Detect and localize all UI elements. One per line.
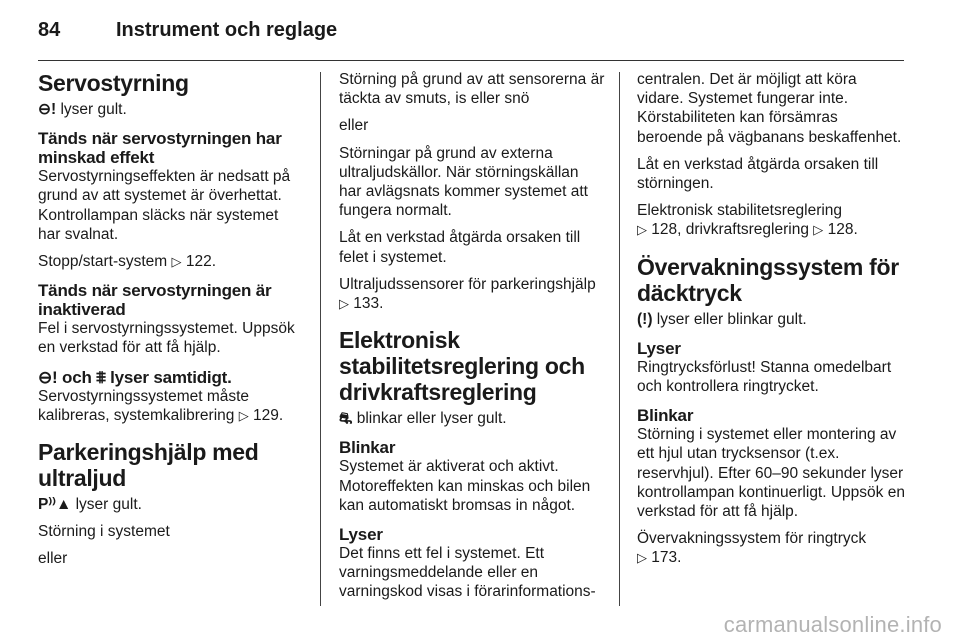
servo-status-line: ⊖! lyser gult. <box>38 101 127 118</box>
page-number: 84 <box>38 19 61 41</box>
text-blink: Störning i systemet eller montering av ett hjul utan trycksensor (t.ex. reservhjul). Efter 60–90 sekunder lyser kontrollampan kontinuerligt. Uppsök en verkstad för att få hjälp. <box>637 426 905 521</box>
heading-reduced-effect: Tänds när servostyrningen har minskad effekt <box>38 129 282 168</box>
park-status-line: P⁾⁾▲ lyser gult. <box>38 496 142 514</box>
page-ref-arrow-icon: ▷ <box>339 296 349 312</box>
text-continuation: centralen. Det är möjligt att köra vidare. Systemet fungerar inte. Körstabiliteten kan försämras beroende på vägbanans beskaffenhet. <box>637 71 902 146</box>
heading-servostyrning: Servostyrning <box>38 70 189 96</box>
page-ref-arrow-icon: ▷ <box>637 550 647 566</box>
page-header <box>38 19 918 49</box>
power-steering-warning-icon: ⊖! <box>38 367 58 387</box>
text-sensors: Störning på grund av att sensorerna är täckta av smuts, is eller snö <box>339 71 605 108</box>
heading-lights: Lyser <box>637 338 681 358</box>
header-rule <box>38 60 904 61</box>
esp-status-line: ⛐ blinkar eller lyser gult. <box>339 410 507 428</box>
page-ref-arrow-icon: ▷ <box>238 407 249 423</box>
page-ref-arrow-icon: ▷ <box>637 222 647 238</box>
heading-tpms: Övervakningssystem för däcktryck <box>637 253 899 306</box>
heading-blink: Blinkar <box>637 406 694 426</box>
text-blink: Systemet är aktiverat och aktivt. Motoreffekten kan minskas och bilen kan automatiskt bromsas in något. <box>339 458 591 514</box>
heading-parking-assist: Parkeringshjälp med ultraljud <box>38 439 259 492</box>
text-simultaneous: Servostyrningssystemet måste kalibreras, systemkalibrering ▷ 129. <box>38 387 284 424</box>
page-ref-arrow-icon: ▷ <box>813 222 824 238</box>
esp-warning-icon: ⩨ <box>96 367 106 387</box>
tpms-status-line: (!) lyser eller blinkar gult. <box>637 310 807 328</box>
text-or: eller <box>339 117 369 135</box>
ref-stopstart: Stopp/start-system ▷ 122. <box>38 253 217 271</box>
watermark: carmanualsonline.info <box>723 612 942 637</box>
column-divider <box>320 72 321 606</box>
column-2 <box>339 70 605 610</box>
text-fault: Störning i systemet <box>38 523 170 541</box>
ref-tpms: Övervakningssystem för ringtryck ▷ 173. <box>637 530 867 567</box>
text-reduced-effect: Servostyrningseffekten är nedsatt på grund av att systemet är överhettat. Kontrollampan släcks när systemet har svalnat. <box>38 168 291 243</box>
heading-lights: Lyser <box>339 525 383 545</box>
tire-pressure-icon: (!) <box>637 310 653 328</box>
column-divider <box>619 72 620 606</box>
text-external: Störningar på grund av externa ultraljudskällor. När störningskällan har avlägsnats kommer systemet att fungera normalt. <box>339 144 588 220</box>
text-or: eller <box>38 550 68 568</box>
page-title: Instrument och reglage <box>116 19 338 41</box>
heading-esp: Elektronisk stabilitetsreglering och drivkraftsreglering <box>339 327 585 406</box>
heading-inactive: Tänds när servostyrningen är inaktiverad <box>38 281 272 320</box>
ref-esp: Elektronisk stabilitetsreglering ▷ 128, drivkraftsreglering ▷ 128. <box>637 202 858 239</box>
text-lights: Det finns ett fel i systemet. Ett varningsmeddelande eller en varningskod visas i förarinformations- <box>339 545 596 601</box>
text-lights: Ringtrycksförlust! Stanna omedelbart och kontrollera ringtrycket. <box>637 358 892 396</box>
esp-warning-icon: ⛐ <box>339 410 353 428</box>
column-3 <box>637 70 905 576</box>
heading-simultaneous: ⊖! och ⩨ lyser samtidigt. <box>38 367 232 387</box>
ref-ultrasonic: Ultraljudssensorer för parkeringshjälp ▷ 133. <box>339 275 596 313</box>
heading-blink: Blinkar <box>339 438 396 458</box>
text-inactive: Fel i servostyrningssystemet. Uppsök en verkstad för att få hjälp. <box>38 320 295 357</box>
text-workshop: Låt en verkstad åtgärda orsaken till störningen. <box>637 155 879 193</box>
power-steering-warning-icon: ⊖! <box>38 101 57 118</box>
parking-assist-icon: P⁾⁾▲ <box>38 496 72 514</box>
column-1 <box>38 70 304 577</box>
text-workshop: Låt en verkstad åtgärda orsaken till felet i systemet. <box>339 229 581 266</box>
page-ref-arrow-icon: ▷ <box>171 254 182 270</box>
